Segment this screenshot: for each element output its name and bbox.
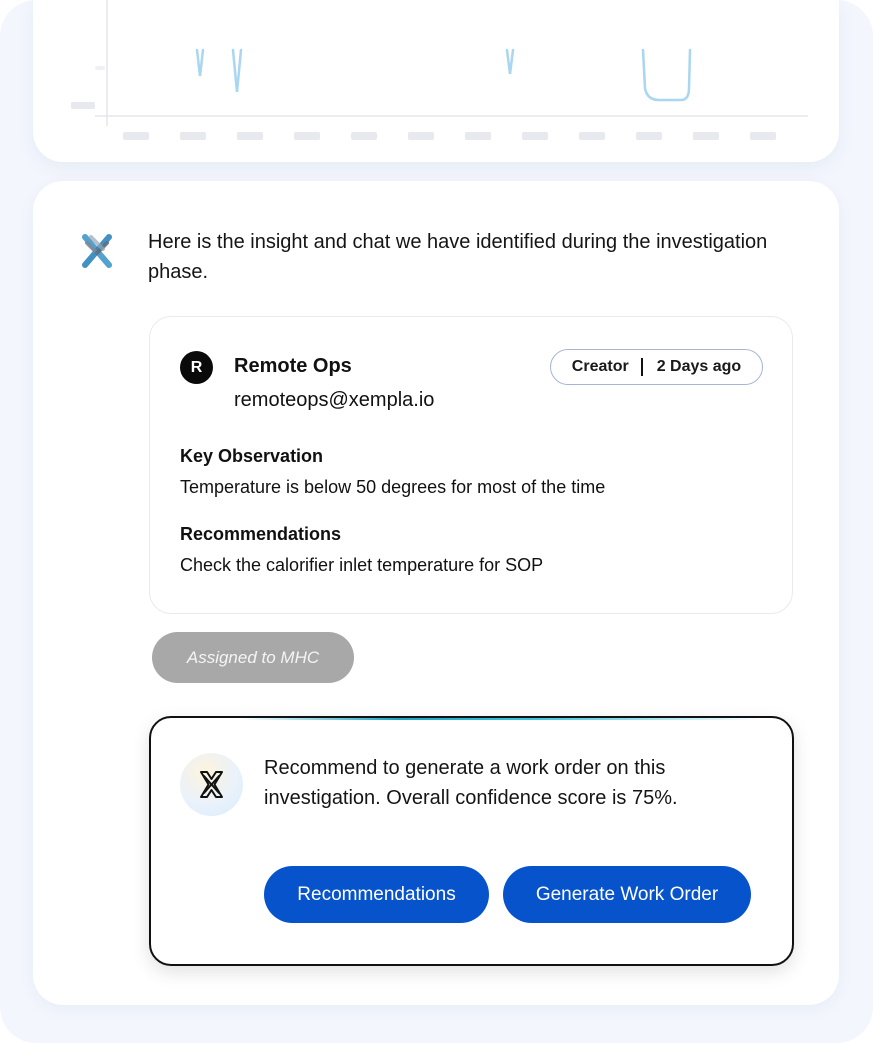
chart-preview-card <box>33 0 839 162</box>
avatar: R <box>180 351 213 384</box>
generate-work-order-button[interactable]: Generate Work Order <box>503 866 751 923</box>
card-glow <box>241 716 761 720</box>
xempla-logo-icon <box>77 231 117 271</box>
badge-divider <box>641 358 643 376</box>
recommendation-heading: Recommendations <box>180 524 342 544</box>
recommendations-button[interactable]: Recommendations <box>264 866 489 923</box>
observation-text: Temperature is below 50 degrees for most of the time <box>180 477 606 497</box>
assigned-chip: Assigned to MHC <box>152 632 354 683</box>
recommendation-text: Check the calorifier inlet temperature for SOP <box>180 555 544 575</box>
assistant-message: Here is the insight and chat we have identified during the investigation phase. <box>148 231 768 283</box>
creator-name: Remote Ops <box>234 355 352 377</box>
series-line <box>197 50 690 100</box>
role-label: Creator <box>571 358 629 375</box>
x-tick-label-placeholders <box>123 132 776 140</box>
chart-preview <box>33 0 839 162</box>
observation-heading: Key Observation <box>180 446 324 466</box>
y-tick-label-placeholder <box>71 102 95 109</box>
recommendation-message: Recommend to generate a work order on this investigation. Overall confidence score is 75%. <box>264 757 678 809</box>
creator-email: remoteops@xempla.io <box>234 389 435 411</box>
xempla-outline-icon <box>180 753 243 816</box>
creator-badge <box>550 349 763 385</box>
time-label: 2 Days ago <box>656 358 742 375</box>
